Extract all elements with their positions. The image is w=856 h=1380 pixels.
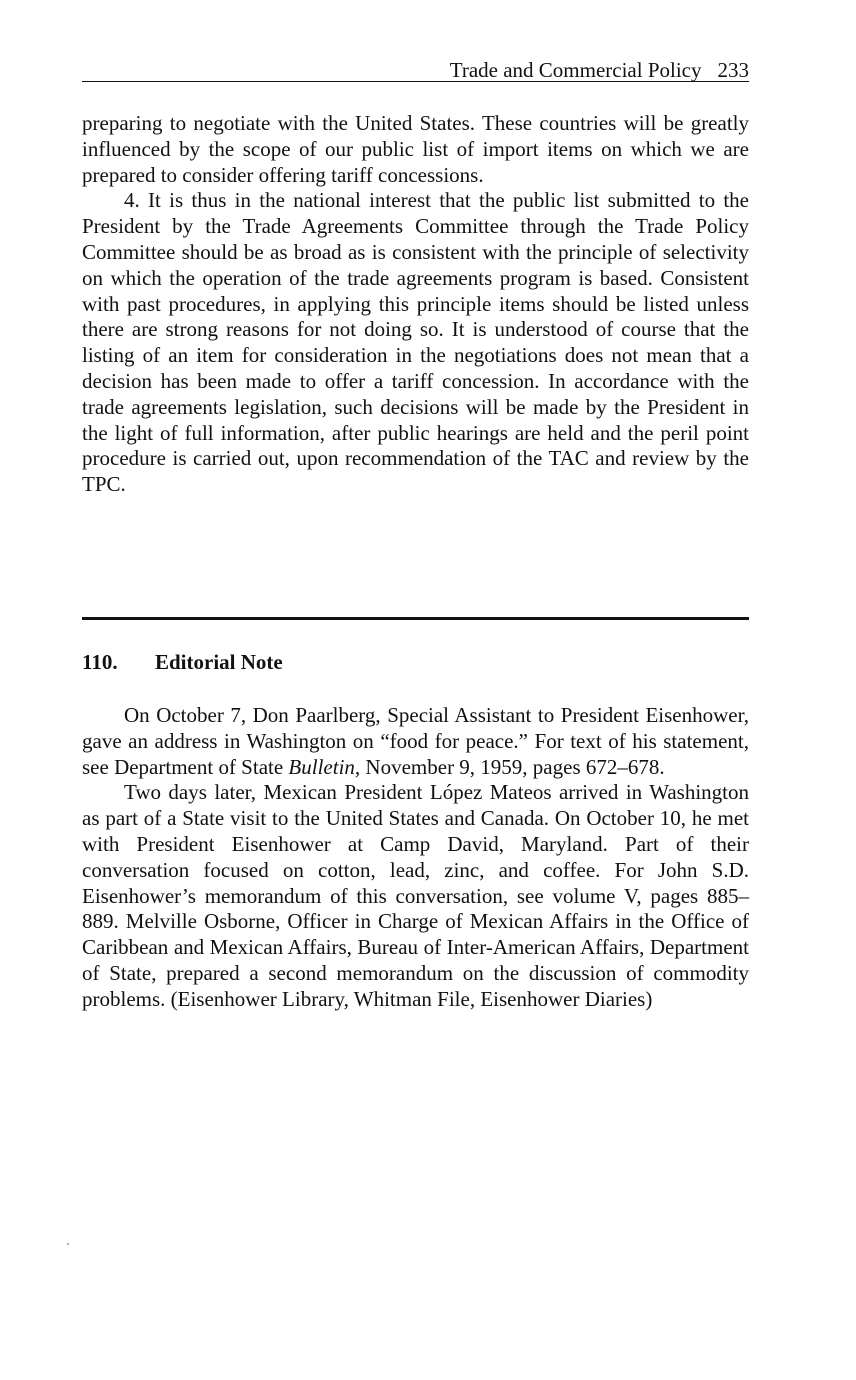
section-divider — [82, 617, 749, 620]
editorial-note-body — [82, 703, 749, 1013]
paragraph-4: 4. It is thus in the national interest that the public list submitted to the President by the Trade Agreements Committee through the Trade Policy Committee should be as broad as is consistent with the principle of selectivity on which the operation of the trade agreements program is based. Consistent with past procedures, in applying this principle items should be listed unless there are strong reasons for not doing so. It is understood of course that the listing of an item for consideration in the negotiations does not mean that a decision has been made to offer a tariff concession. In accordance with the trade agreements legislation, such decisions will be made by the President in the light of full information, after public hearings are held and the peril point procedure is carried out, upon recommendation of the TAC and review by the TPC. — [82, 188, 749, 497]
running-header — [82, 58, 749, 82]
running-title: Trade and Commercial Policy — [449, 58, 702, 82]
paragraph-1-text-start: On October 7, Don Paarlberg, Special Assistant to President Eisenhower, gave an address in Washington on “food for peace.” For text of his statement, see Department of State — [82, 703, 749, 779]
page-number: 233 — [717, 58, 749, 82]
continued-text-block — [82, 111, 749, 498]
editorial-note-paragraph-2: Two days later, Mexican President López Mateos arrived in Washington as part of a State visit to the United States and Canada. On October 10, he met with President Eisenhower at Camp David, Maryland. Part of their conversation focused on cotton, lead, zinc, and coffee. For John S.D. Eisenhower’s memorandum of this conversation, see volume V, pages 885–889. Melville Osborne, Officer in Charge of Mexican Affairs in the Office of Caribbean and Mexican Affairs, Bureau of Inter-American Affairs, Department of State, prepared a second memorandum on the discussion of commodity problems. (Eisenhower Library, Whitman File, Eisenhower Diaries) — [82, 780, 749, 1011]
section-number: 110. — [82, 650, 118, 674]
header-rule — [82, 81, 749, 82]
bulletin-title: Bulletin, — [288, 754, 361, 779]
paragraph-1-text-end: November 9, 1959, pages 672–678. — [360, 754, 665, 779]
continuation-paragraph: preparing to negotiate with the United States. These countries will be greatly influenced by the scope of our public list of import items on which we are prepared to consider offering tariff concessions. — [82, 111, 749, 187]
section-heading — [82, 648, 283, 676]
editorial-note-paragraph-1 — [82, 703, 749, 780]
page-speck — [67, 1243, 69, 1245]
section-title: Editorial Note — [155, 650, 283, 674]
